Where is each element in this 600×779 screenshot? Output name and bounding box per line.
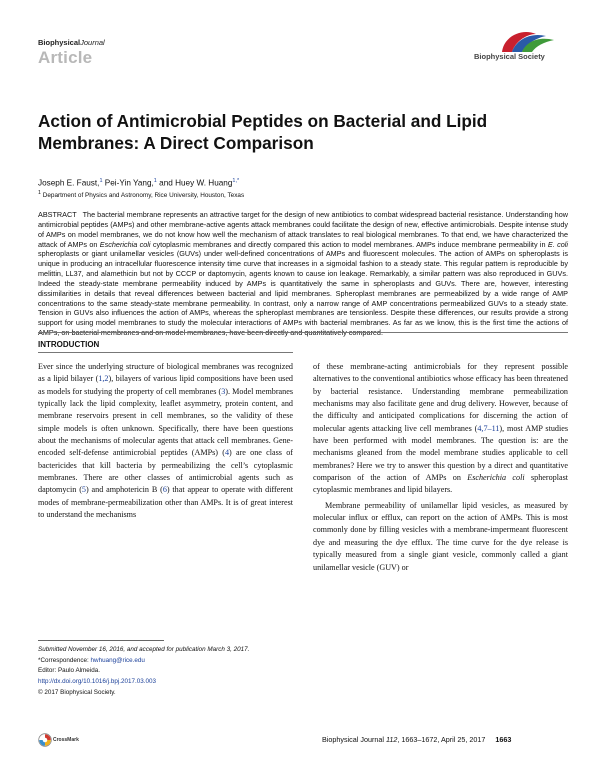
- crossmark-icon[interactable]: [38, 733, 52, 747]
- reference-link[interactable]: 3: [221, 386, 226, 396]
- correspondence: *Correspondence: hwhuang@rice.edu: [38, 656, 145, 664]
- author-affiliation-link[interactable]: 1: [153, 178, 157, 184]
- society-name: Biophysical Society: [474, 52, 545, 61]
- author-affiliation-link[interactable]: 1,*: [232, 178, 240, 184]
- doi-link[interactable]: http://dx.doi.org/10.1016/j.bpj.2017.03.003: [38, 678, 156, 686]
- editor-note: Editor: Paulo Almeida.: [38, 667, 100, 675]
- reference-link[interactable]: 4: [224, 448, 230, 458]
- affiliation: $^1$ Department of Physics and Astronomy, Rice University, Houston, Texas: [38, 190, 245, 200]
- crossmark-label[interactable]: CrossMark: [53, 737, 79, 743]
- section-divider: [38, 332, 568, 333]
- society-logo: [464, 22, 570, 68]
- reference-link[interactable]: 1,2: [98, 374, 109, 384]
- paragraph: Membrane permeability of unilamellar lipid vesicles, as measured by molecular influx or efflux, can report on the action of AMPs. This is most commonly done by filling vesicles with a membrane-impermeant fluorescent dye and measuring the dye efflux. The time curve for the dye release is typically measured from a single giant vesicle, commonly called a giant unilamellar vesicle (GUV) or: [313, 500, 568, 572]
- article-title: Action of Antimicrobial Peptides on Bacterial and Lipid Membranes: A Direct Comparison: [38, 111, 488, 153]
- society-logo-icon: [502, 32, 554, 52]
- author-affiliation-link[interactable]: 1: [99, 178, 103, 184]
- body-column-right: [313, 361, 568, 574]
- abstract: ABSTRACT The bacterial membrane represents an attractive target for the design of new antibiotics to combat widespread bacterial resistance. Understanding how antimicrobial peptides (AMPs) and other membrane-active agents attack membranes could facilitate the design of new, effective antimicrobials. Despite intense study of AMPs on model membranes, we do not know how well the mechanism of attack translates to real biological membranes. To that end, we have characterized the attack of AMPs on Escherichia coli cytoplasmic membranes and directly compared this action to model membranes. AMPs induce membrane permeability in E. coli spheroplasts or giant unilamellar vesicles (GUVs) under well-defined concentrations of AMPs and fluorescent molecules. The action of AMPs on spheroplasts is unique in producing an intracellular fluorescence intensity time curve that increases in a sigmoidal fashion to a steady state. This regular pattern is reproducible by melittin, LL37, and alamethicin but not by CCCP or daptomycin, agents known to cause ion leakage. Remarkably, a similar pattern was also reproduced in GUVs. Indeed the steady-state membrane permeability induced by AMPs is quantitatively the same in spheroplasts and GUVs. There are, however, interesting dissimilarities in details that reveal differences between bacterial and lipid membranes. Spheroplast membranes are permeabilized by a wide range of AMP concentrations to the same steady-state membrane permeability. In contrast, only a narrow range of AMP concentrations permeabilized GUVs to a steady state. Tension in GUVs also influences the action of AMPs, whereas the spheroplast membranes are tensionless. Despite these differences, our results provide a strong support for using model membranes to study the molecular interactions of AMPs with bacterial membranes. As far as we know, this is the first time the actions of AMPs, on bacterial membranes and on model membranes, have been directly and quantitatively compared.: [38, 210, 568, 338]
- paragraph: Ever since the underlying structure of biological membranes was recognized as a lipid bilayer (1,2), bilayers of various lipid compositions have been used as models for studying the property of cell membranes (3). Model membranes typically lack the lipid complexity, leaflet asymmetry, protein content, and membrane reservoirs present in cell membranes, so the validity of these simple models is often unknown. Specifically, there have been questions about the mechanisms of molecular agents that attack cell membranes. Gene-encoded self-defense antimicrobial peptides (AMPs) (4) are one class of bactericides that kill bacteria by permeabilizing the cell’s cytoplasmic membranes. There are other classes of antimicrobial agents such as daptomycin (5) and amphotericin B (6) that appear to operate with different modes of membrane-permeabilization other than AMPs. It is of great interest to understand the mechanisms: [38, 362, 294, 520]
- copyright: © 2017 Biophysical Society.: [38, 688, 116, 696]
- section-heading-introduction: INTRODUCTION: [38, 340, 100, 349]
- abstract-label: ABSTRACT: [38, 210, 77, 219]
- correspondence-email-link[interactable]: hwhuang@rice.edu: [90, 656, 145, 664]
- submission-dates: Submitted November 16, 2016, and accepted for publication March 3, 2017.: [38, 646, 250, 653]
- page-number: 1663: [495, 735, 512, 744]
- footnote-divider: [38, 640, 164, 641]
- article-type-label: Article: [38, 48, 93, 67]
- author-name: Joseph E. Faust,: [38, 178, 100, 188]
- author-name: and Huey W. Huang: [156, 178, 233, 188]
- journal-citation: Biophysical Journal 112, 1663–1672, April 25, 2017 1663: [322, 735, 512, 744]
- paragraph: of these membrane-acting antimicrobials for they represent possible alternatives to the conventional antibiotics whose efficacy has been threatened by bacterial resistance. Understanding membrane permeabilization mechanisms may also facilitate gene and drug delivery. However, because of the difficulty and anticipated complications for discerning the action of molecular agents attacking live cell membranes (4,7–11), most AMP studies have been performed with model membranes. The question is: are the mechanisms gleaned from the model membrane studies applicable to cell membranes? Here we try to answer this question by a direct and quantitative comparison of the action of AMPs on Escherichia coli spheroplast cytoplasmic membranes and lipid bilayers.: [313, 362, 569, 495]
- reference-link[interactable]: 6: [162, 485, 167, 495]
- reference-link[interactable]: 5: [81, 485, 86, 495]
- author-name: Pei-Yin Yang,: [102, 178, 154, 188]
- heading-underline: [38, 352, 293, 353]
- reference-link[interactable]: 4,7–11: [477, 423, 500, 433]
- author-list: [38, 178, 239, 188]
- footnotes: [38, 645, 293, 699]
- body-column-left: [38, 361, 293, 521]
- journal-name: BiophysicalJournal: [38, 38, 105, 47]
